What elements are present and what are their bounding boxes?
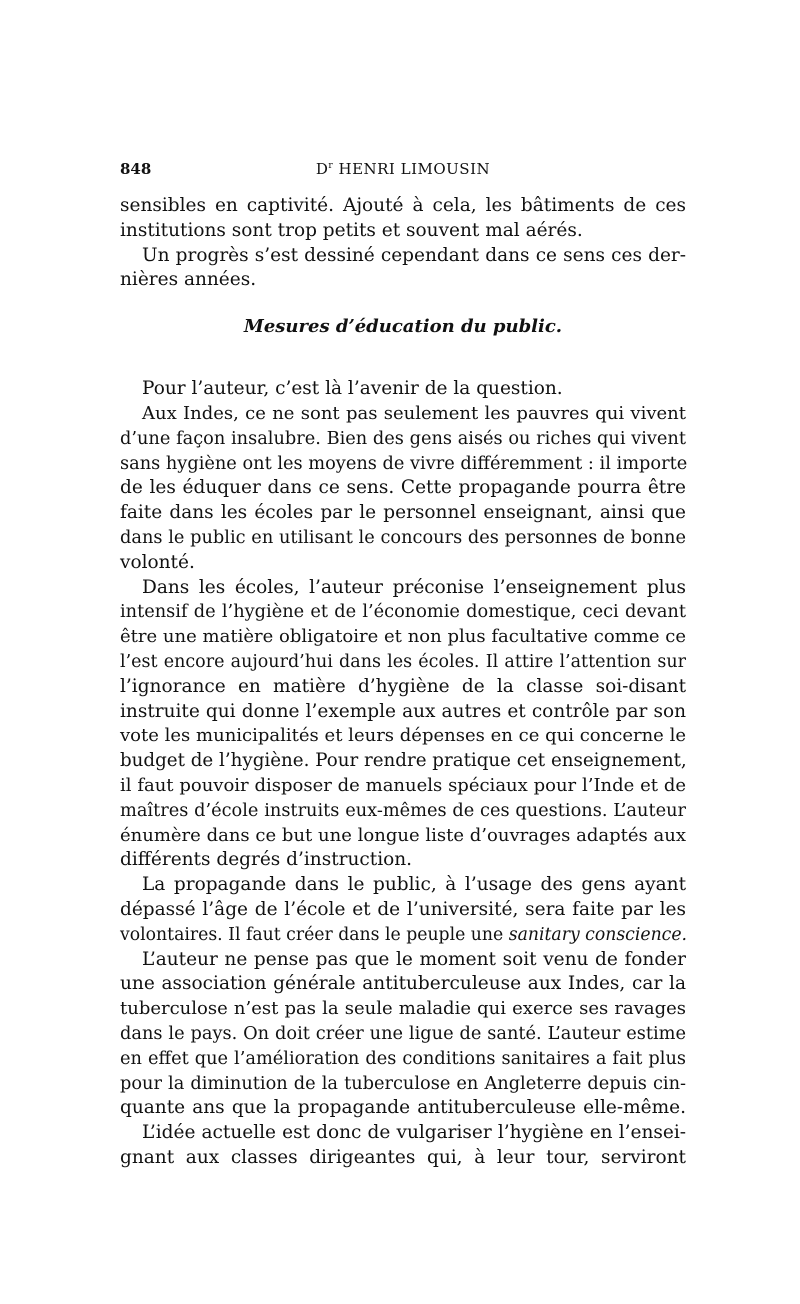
text-line: volonté. [120,551,195,573]
text-line: quante ans que la propagande antituberculeuse elle-même. [120,1097,686,1119]
paragraph [120,576,686,874]
text-line: il faut pouvoir disposer de manuels spéciaux pour l’Inde et de [120,774,686,796]
text-line: instruite qui donne l’exemple aux autres et contrôle par son [120,700,686,722]
text-line: La propagande dans le public, à l’usage des gens ayant [142,874,686,896]
text-line: tuberculose n’est pas la seule maladie qui exerce ses ravages [120,998,686,1020]
text-line: L’idée actuelle est donc de vulgariser l’hygiène en l’ensei- [142,1122,686,1144]
paragraph [120,377,686,402]
paragraph [120,873,686,947]
text-line [120,923,686,948]
text-line: de les éduquer dans ce sens. Cette propagande pourra être [120,477,686,499]
text-line: institutions sont trop petits et souvent mal aérés. [120,219,583,241]
author-name: HENRI LIMOUSIN [338,160,491,178]
text-line: Un progrès s’est dessiné cependant dans ce sens ces der- [142,244,686,266]
paragraph [120,402,686,576]
italic-phrase: sanitary conscience. [508,924,688,945]
paragraph [120,244,686,294]
paragraph [120,1121,686,1171]
text-line: une association générale antituberculeuse aux Indes, car la [120,973,686,995]
text-line: sensibles en captivité. Ajouté à cela, les bâtiments de ces [120,195,686,216]
text-line: Aux Indes, ce ne sont pas seulement les pauvres qui vivent [142,402,686,424]
text-fragment: volontaires. Il faut créer dans le peuple une [120,924,504,945]
text-line: budget de l’hygiène. Pour rendre pratique cet enseignement, [120,750,687,772]
text-line: en effet que l’amélioration des conditions sanitaires a fait plus [120,1048,686,1069]
text-line: l’est encore aujourd’hui dans les écoles. Il attire l’attention sur [120,651,686,672]
text-line: d’une façon insalubre. Bien des gens aisés ou riches qui vivent [120,428,686,449]
text-line: différents degrés d’instruction. [120,849,413,871]
paragraph [120,948,686,1122]
text-line: gnant aux classes dirigeantes qui, à leur tour, serviront [120,1146,686,1168]
text-line: l’ignorance en matière d’hygiène de la classe soi-disant [120,675,686,697]
paragraph [120,194,686,244]
author-prefix: D [315,160,329,178]
text-line: Dans les écoles, l’auteur préconise l’enseignement plus [142,576,686,598]
text-line: être une matière obligatoire et non plus facultative comme ce [120,626,686,648]
text-line: nières années. [120,269,257,291]
text-line: Pour l’auteur, c’est là l’avenir de la question. [142,378,563,400]
text-line: énumère dans ce but une longue liste d’ouvrages adaptés aux [120,824,686,846]
text-line: faite dans les écoles par le personnel enseignant, ainsi que [120,502,686,524]
text-line: intensif de l’hygiène et de l’économie domestique, ceci devant [120,602,686,623]
section-heading: Mesures d’éducation du public. [243,316,563,338]
text-line: dépassé l’âge de l’école et de l’université, sera faite par les [120,898,686,920]
author-prefix-sup: r [328,161,334,171]
text-line: vote les municipalités et leurs dépenses en ce qui concerne le [120,725,686,747]
text-line: maîtres d’école instruits eux-mêmes de ces questions. L’auteur [120,800,686,821]
text-line: pour la diminution de la tuberculose en Angleterre depuis cin- [120,1073,686,1094]
page-header [120,160,686,182]
text-line: L’auteur ne pense pas que le moment soit venu de fonder [142,948,686,970]
body-text [120,194,686,1171]
text-line: sans hygiène ont les moyens de vivre différemment : il importe [120,453,688,474]
page-number: 848 [120,160,152,178]
text-line: dans le pays. On doit créer une ligue de santé. L’auteur estime [120,1023,686,1044]
text-line: dans le public en utilisant le concours des personnes de bonne [120,527,686,548]
running-head [120,160,686,178]
